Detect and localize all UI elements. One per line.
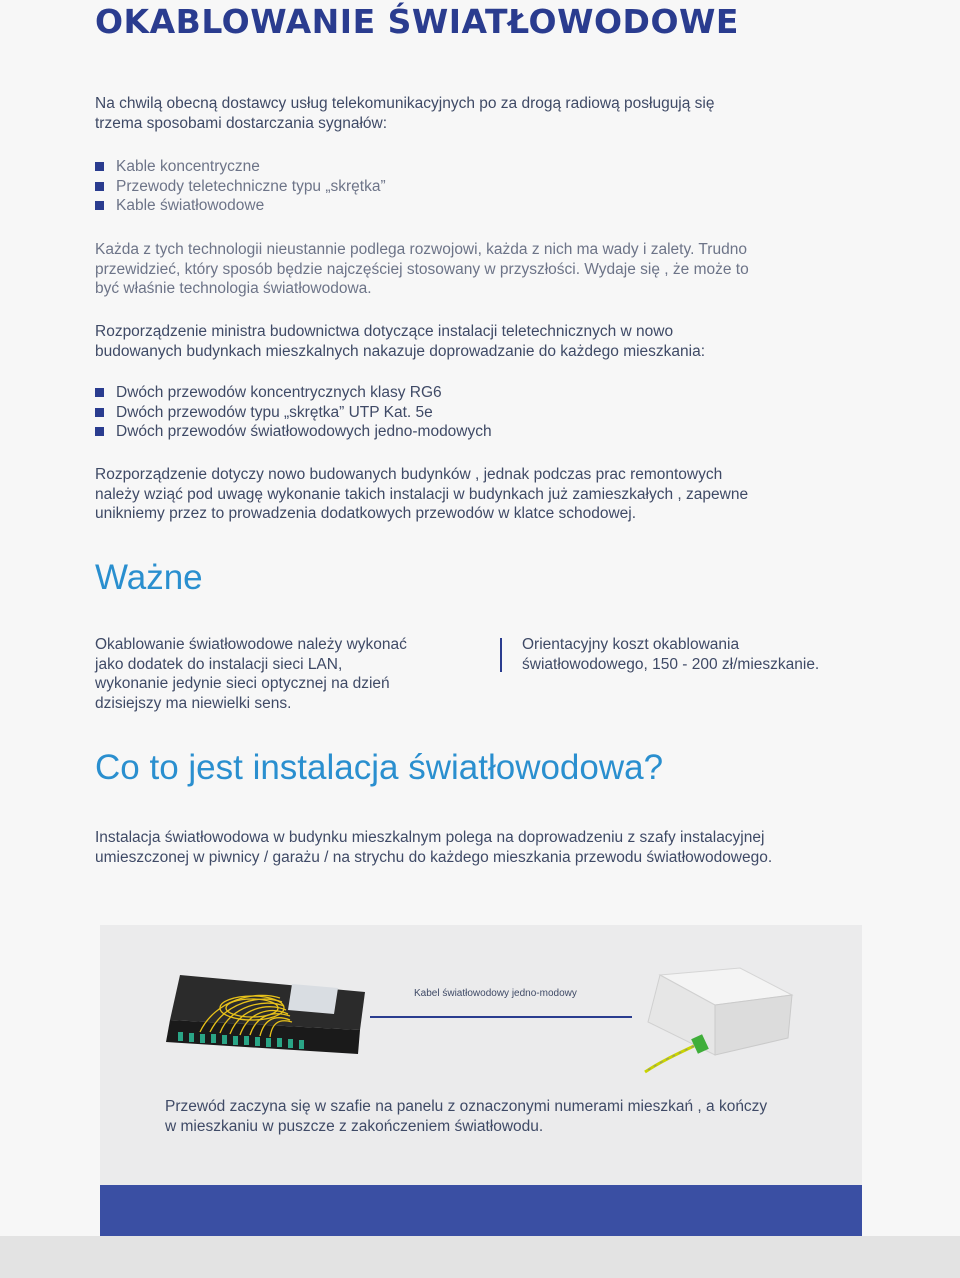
square-bullet-icon — [95, 182, 104, 191]
page-title: OKABLOWANIE ŚWIATŁOWODOWE — [95, 2, 739, 41]
cable-label: Kabel światłowodowy jedno-modowy — [414, 988, 577, 999]
outlet-box-illustration — [620, 960, 800, 1080]
list-item: Przewody teletechniczne typu „skrętka” — [95, 177, 386, 197]
list-item: Dwóch przewodów światłowodowych jedno-modowych — [95, 422, 492, 442]
regulation-paragraph: Rozporządzenie ministra budownictwa dotyczące instalacji teletechnicznych w nowo budowanych budynkach mieszkalnych nakazuje doprowadzanie do każdego mieszkania: — [95, 323, 706, 360]
vertical-divider — [500, 638, 502, 672]
square-bullet-icon — [95, 162, 104, 171]
square-bullet-icon — [95, 201, 104, 210]
square-bullet-icon — [95, 408, 104, 417]
square-bullet-icon — [95, 427, 104, 436]
list-item: Dwóch przewodów koncentrycznych klasy RG6 — [95, 383, 492, 403]
square-bullet-icon — [95, 388, 104, 397]
installation-heading: Co to jest instalacja światłowodowa? — [95, 748, 664, 787]
intro-line: Na chwilą obecną dostawcy usług telekomunikacyjnych po za drogą radiową posługują się — [95, 95, 715, 112]
renovation-paragraph: Rozporządzenie dotyczy nowo budowanych budynków , jednak podczas prac remontowych należy wziąć pod uwagę wykonanie takich instalacji w budynkach już zamieszkałych , zapewne unikniemy przez to prowadzenia dodatkowych przewodów w klatce schodowej. — [95, 466, 749, 522]
requirements-list — [95, 383, 492, 442]
technology-paragraph: Każda z tych technologii nieustannie podlega rozwojowi, każda z nich ma wady i zalety. Trudno przewidzieć, który sposób będzie najczęściej stosowany w przyszłości. Wydaje się , że może to być właśnie technologia światłowodowa. — [95, 241, 749, 297]
important-heading: Ważne — [95, 558, 203, 597]
list-item: Dwóch przewodów typu „skrętka” UTP Kat. 5e — [95, 403, 492, 423]
intro-line: trzema sposobami dostarczania sygnałów: — [95, 114, 388, 132]
installation-paragraph: Instalacja światłowodowa w budynku mieszkalnym polega na doprowadzeniu z szafy instalacyjnej umieszczonej w piwnicy / garażu / na strychu do każdego mieszkania przewodu światłowodowego. — [95, 829, 773, 866]
methods-list — [95, 157, 386, 216]
patch-panel-illustration — [160, 970, 380, 1070]
cable-line — [370, 1016, 632, 1018]
important-right-text: Orientacyjny koszt okablowania światłowodowego, 150 - 200 zł/mieszkanie. — [522, 636, 820, 673]
list-item: Kable koncentryczne — [95, 157, 386, 177]
diagram-caption: Przewód zaczyna się w szafie na panelu z oznaczonymi numerami mieszkań , a kończy w mieszkaniu w puszcze z zakończeniem światłowodu. — [165, 1098, 768, 1135]
intro-paragraph — [95, 94, 715, 133]
important-left-text: Okablowanie światłowodowe należy wykonać jako dodatek do instalacji sieci LAN, wykonanie jedynie sieci optycznej na dzień dzisiejszy ma niewielki sens. — [95, 636, 407, 712]
bottom-strip — [0, 1236, 960, 1278]
list-item: Kable światłowodowe — [95, 196, 386, 216]
